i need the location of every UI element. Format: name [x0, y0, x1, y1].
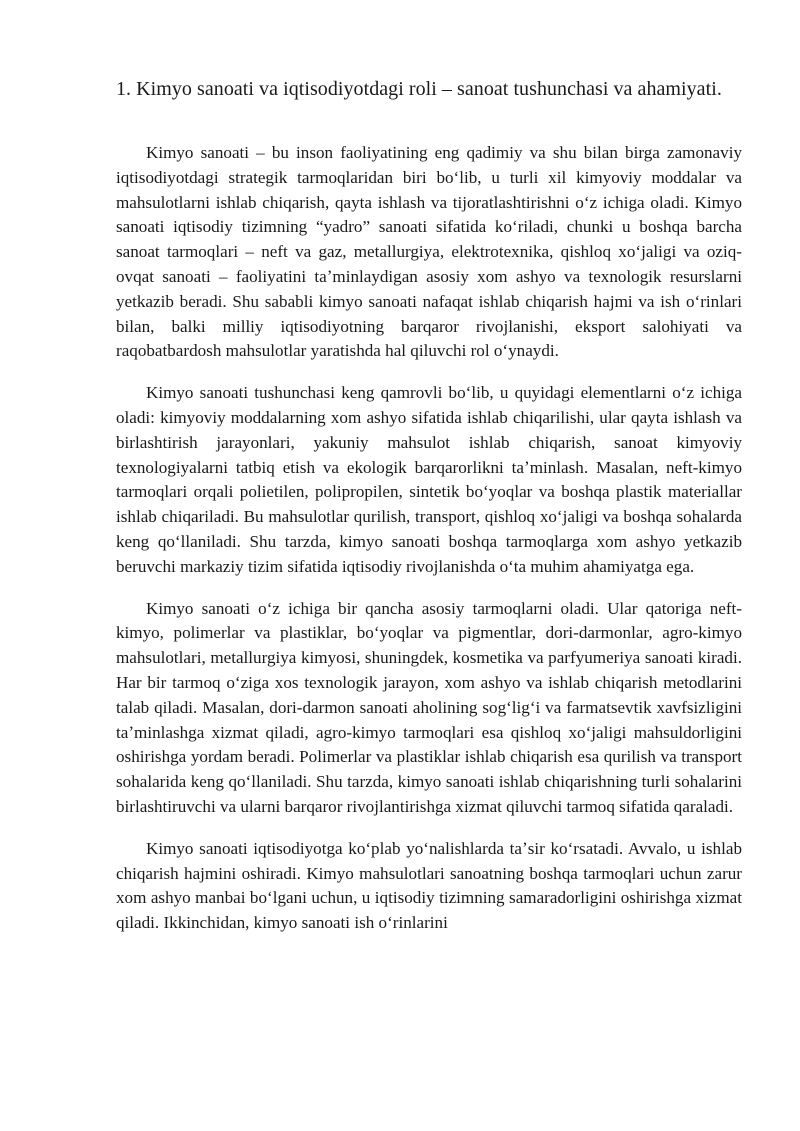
paragraph-2: Kimyo sanoati tushunchasi keng qamrovli boʻlib, u quyidagi elementlarni oʻz ichiga oladi: kimyoviy moddalarning xom ashyo sifatida ishlab chiqarilishi, ular qayta ishlash va birlashtirish jarayonlari, yakuniy mahsulot ishlab chiqarish, sanoat kimyoviy texnologiyalarni tatbiq etish va ekologik barqarorlikni taʼminlash. Masalan, neft-kimyo tarmoqlari orqali polietilen, polipropilen, sintetik boʻyoqlar va boshqa plastik materiallar ishlab chiqariladi. Bu mahsulotlar qurilish, transport, qishloq xoʻjaligi va boshqa sohalarda keng qoʻllaniladi. Shu tarzda, kimyo sanoati boshqa tarmoqlarga xom ashyo yetkazib beruvchi markaziy tizim sifatida iqtisodiy rivojlanishda oʻta muhim ahamiyatga ega. [116, 383, 742, 576]
section-heading: 1. Kimyo sanoati va iqtisodiyotdagi roli – sanoat tushunchasi va ahamiyati. [116, 78, 722, 100]
document-page [116, 72, 742, 936]
paragraph-3: Kimyo sanoati oʻz ichiga bir qancha asosiy tarmoqlarni oladi. Ular qatoriga neft-kimyo, polimerlar va plastiklar, boʻyoqlar va pigmentlar, dori-darmonlar, agro-kimyo mahsulotlari, metallurgiya kimyosi, shuningdek, kosmetika va parfyumeriya sanoati kiradi. Har bir tarmoq oʻziga xos texnologik jarayon, xom ashyo va ishlab chiqarish metodlarini talab qiladi. Masalan, dori-darmon sanoati aholining sogʻligʻi va farmatsevtik xavfsizligini taʼminlashga xizmat qiladi, agro-kimyo tarmoqlari esa qishloq xoʻjaligi mahsuldorligini oshirishga yordam beradi. Polimerlar va plastiklar ishlab chiqarish esa qurilish va transport sohalarida keng qoʻllaniladi. Shu tarzda, kimyo sanoati ishlab chiqarishning turli sohalarini birlashtiruvchi va ularni barqaror rivojlantirishga xizmat qiluvchi tarmoq sifatida qaraladi. [116, 598, 742, 816]
paragraph-1: Kimyo sanoati – bu inson faoliyatining eng qadimiy va shu bilan birga zamonaviy iqtisodiyotdagi strategik tarmoqlaridan biri boʻlib, u turli xil kimyoviy moddalar va mahsulotlarni ishlab chiqarish, qayta ishlash va tijoratlashtirishni oʻz ichiga oladi. Kimyo sanoati iqtisodiy tizimning “yadro” sanoati sifatida koʻriladi, chunki u boshqa barcha sanoat tarmoqlari – neft va gaz, metallurgiya, elektrotexnika, qishloq xoʻjaligi va oziq-ovqat sanoati – faoliyatini taʼminlaydigan asosiy xom ashyo va texnologik resurslarni yetkazib beradi. Shu sababli kimyo sanoati nafaqat ishlab chiqarish hajmi va ish oʻrinlari bilan, balki milliy iqtisodiyotning barqaror rivojlanishi, eksport salohiyati va raqobatbardosh mahsulotlar yaratishda hal qiluvchi rol oʻynaydi. [116, 143, 742, 361]
paragraph-4: Kimyo sanoati iqtisodiyotga koʻplab yoʻnalishlarda taʼsir koʻrsatadi. Avvalo, u ishlab chiqarish hajmini oshiradi. Kimyo mahsulotlari sanoatning boshqa tarmoqlari uchun zarur xom ashyo manbai boʻlgani uchun, u iqtisodiy tizimning samaradorligini oshirishga xizmat qiladi. Ikkinchidan, kimyo sanoati ish oʻrinlarini [116, 838, 742, 933]
